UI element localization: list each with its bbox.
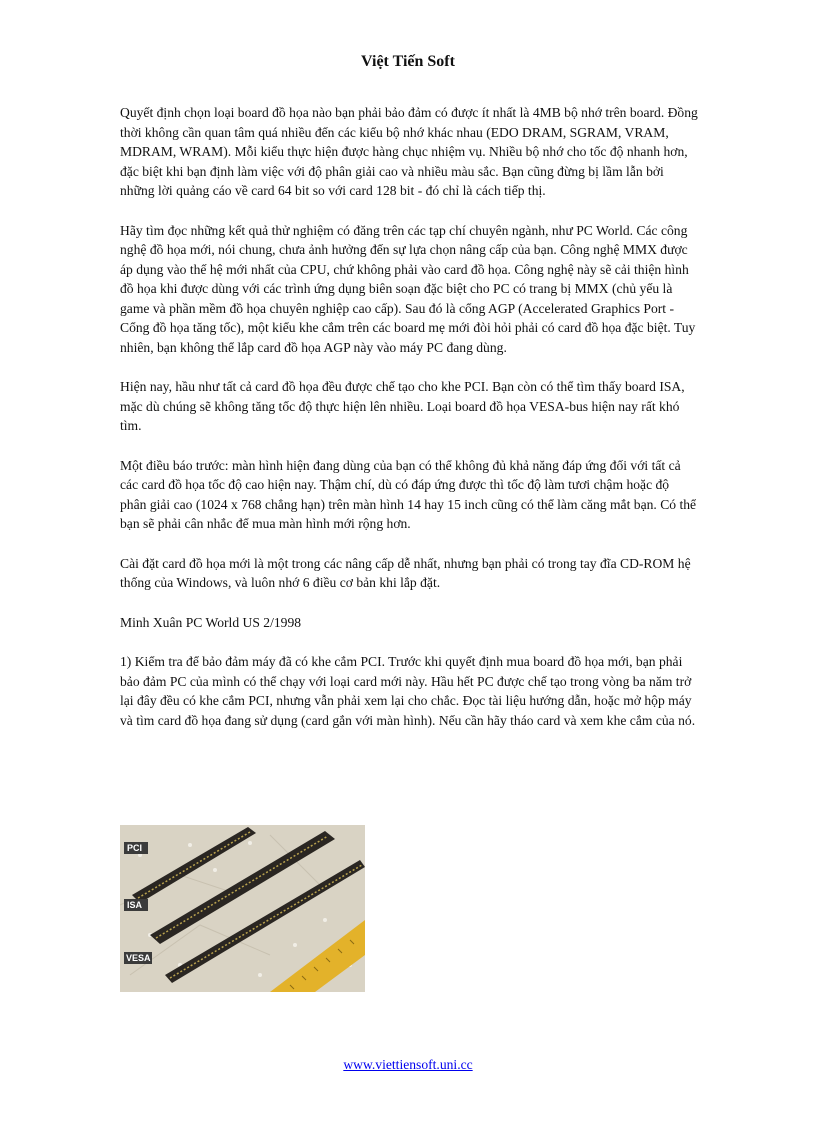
paragraph-install: Cài đặt card đồ họa mới là một trong các nâng cấp dễ nhất, nhưng bạn phải có trong tay đĩa CD-ROM hệ thống của Windows, và luôn nhớ 6 điều cơ bản khi lắp đặt. bbox=[120, 555, 691, 590]
paragraph-tests: Hãy tìm đọc những kết quả thử nghiệm có đăng trên các tạp chí chuyên ngành, như PC World. Các công nghệ đồ họa mới, nói chung, chưa ảnh hưởng đến sự lựa chọn nâng cấp của bạn. Công nghệ MMX được áp dụng vào thế hệ mới nhất của CPU, chứ không phải vào card đồ họa. Công nghệ này sẽ cải thiện hình đồ họa khi được dùng với các trình ứng dụng biên soạn đặc biệt cho PC có trang bị MMX (chủ yếu là game và phần mềm đồ họa chuyên nghiệp cao cấp). Sau đó là cổng AGP (Accelerated Graphics Port - Cổng đồ họa tăng tốc), một kiểu khe cắm trên các board mẹ mới đòi hỏi phải có card đồ họa đặc biệt. Tuy nhiên, bạn không thể lắp card đồ họa AGP này vào máy PC đang dùng. bbox=[120, 222, 696, 355]
footer bbox=[0, 1056, 816, 1074]
page-title: Việt Tiến Soft bbox=[361, 53, 455, 70]
article-body bbox=[120, 103, 698, 750]
label-isa: ISA bbox=[127, 900, 143, 910]
expansion-slots-photo bbox=[120, 825, 365, 992]
paragraph-pci: Hiện nay, hầu như tất cả card đồ họa đều được chế tạo cho khe PCI. Bạn còn có thể tìm thấy board ISA, mặc dù chúng sẽ không tăng tốc độ thực hiện lên nhiều. Loại board đồ họa VESA-bus hiện nay rất khó tìm. bbox=[120, 379, 685, 433]
paragraph-memory: Quyết định chọn loại board đồ họa nào bạn phải bảo đảm có được ít nhất là 4MB bộ nhớ trên board. Đồng thời không cần quan tâm quá nhiều đến các kiểu bộ nhớ khác nhau (EDO DRAM, SGRAM, VRAM, MDRAM, WRAM). Mỗi kiểu thực hiện được hàng chục nhiệm vụ. Nhiều bộ nhớ cho tốc độ nhanh hơn, đặc biệt khi bạn định làm việc với độ phân giải cao và nhiều màu sắc. Bạn cũng đừng bị lầm lẫn bởi những lời quảng cáo về card 64 bit so với card 128 bit - đó chỉ là cách tiếp thị. bbox=[120, 105, 698, 198]
label-pci: PCI bbox=[127, 843, 143, 853]
paragraph-step-1: 1) Kiểm tra để bảo đảm máy đã có khe cắm PCI. Trước khi quyết định mua board đồ họa mới, bạn phải bảo đảm PC của mình có thể chạy với loại card mới này. Hầu hết PC được chế tạo trong vòng ba năm trở lại đây đều có khe cắm PCI, nhưng vẫn phải xem lại cho chắc. Đọc tài liệu hướng dẫn, hoặc mở hộp máy và tìm card đồ họa đang sử dụng (card gắn với màn hình). Nếu cần hãy tháo card và xem khe cắm của nó. bbox=[120, 654, 696, 728]
paragraph-monitor: Một điều báo trước: màn hình hiện đang dùng của bạn có thể không đủ khả năng đáp ứng đối với tất cả các card đồ họa tốc độ cao hiện nay. Thậm chí, dù có đáp ứng được thì tốc độ làm tươi chậm hoặc độ phân giải cao (1024 x 768 chẳng hạn) trên màn hình 14 hay 15 inch cũng có thể làm căng mắt bạn. Có thể bạn sẽ phải cân nhắc để mua màn hình mới rộng hơn. bbox=[120, 457, 697, 531]
byline: Minh Xuân PC World US 2/1998 bbox=[120, 614, 302, 630]
footer-link[interactable]: www.viettiensoft.uni.cc bbox=[343, 1057, 473, 1072]
label-vesa: VESA bbox=[126, 953, 151, 963]
